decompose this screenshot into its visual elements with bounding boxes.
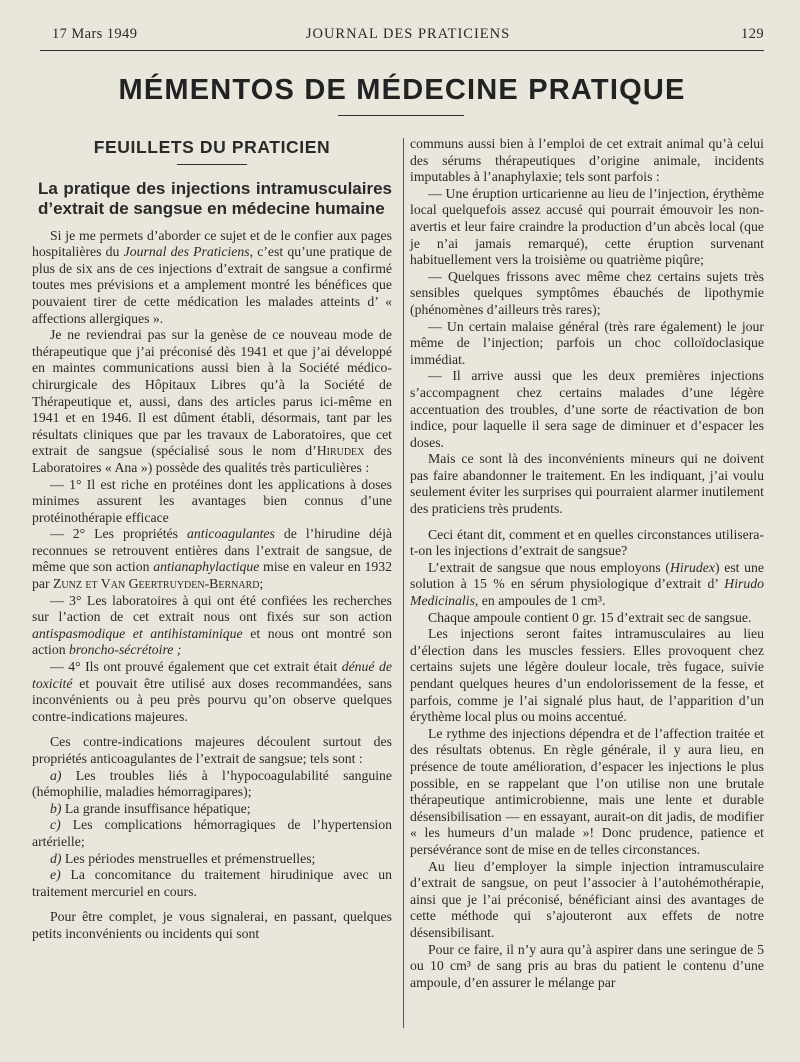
list-item: e) La concomitance du traitement hirudinique avec un traitement mercuriel en cours. [32,867,392,899]
paragraph: Je ne reviendrai pas sur la genèse de ce nouveau mode de thérapeutique que j’ai préconisé dès 1941 et que j’ai développé en maintes communications aussi bien à la Société médico-chirurgicale des Hôpitaux Libres qu’à la Société de Thérapeutique et, aussi, dans des articles parus ici-même en 1941 et en 1946. Il est dûment établi, désormais, tant par les résultats cliniques que par les travaux de Laboratoires, que cet extrait de sangsue (spécialisé sous le nom d’Hirudex des Laboratoires « Ana ») possède des qualités très particulières : [32,327,392,475]
list-item: a) Les troubles liés à l’hypocoagulabilité sanguine (hémophilie, maladies hémorragipares); [32,767,392,800]
title-rule [338,115,464,116]
left-column [32,134,392,943]
issue-date: 17 Mars 1949 [52,26,138,42]
running-header [52,26,764,48]
right-column [410,136,764,991]
list-item: c) Les complications hémorragiques de l’hypertension artérielle; [32,817,392,849]
paragraph: Chaque ampoule contient 0 gr. 15 d’extrait sec de sangsue. [428,609,752,625]
paragraph: Les injections seront faites intramusculaires au lieu d’élection dans les muscles fessiers. Elles provoquent chez certains sujets une légère douleur locale, très fugace, suivie pendant quelques heures d’un endolorissement de la fesse, et parfois, comme je l’ai signalé plus haut, de l’apparition d’un érythème local plus ou moins accentué. [410,626,764,725]
paragraph: — Une éruption urticarienne au lieu de l’injection, érythème local quelquefois assez accusé qui pourrait émouvoir les non-avertis et leur faire craindre la production d’un abcès local (que je n’ai jamais remarqué), cette éruption survenant habituellement vers la troisième ou quatrième piqûre; [410,185,764,268]
brand-name: Hirudex [316,443,365,459]
list-item: b) La grande insuffisance hépatique; [50,800,251,816]
paragraph: communs aussi bien à l’emploi de cet extrait animal qu’à celui des sérums thérapeutiques d’origine animale, incidents imputables à l’anaphylaxie; tels sont parfois : [410,136,764,185]
author-names: Zunz et Van Geertruyden-Bernard [53,576,260,592]
section-rule [177,164,247,165]
page-number: 129 [741,26,764,42]
paragraph: Ceci étant dit, comment et en quelles circonstances utilisera-t-on les injections d’extrait de sangsue? [410,526,764,559]
paragraph: Pour être complet, je vous signalerai, en passant, quelques petits inconvénients ou incidents qui sont [32,909,392,941]
paragraph: Pour ce faire, il n’y aura qu’à aspirer dans une seringue de 5 ou 10 cm³ de sang pris au bras du patient le contenu d’une ampoule, d’en assurer le mélange par [410,941,764,990]
column-divider [403,138,404,1028]
article-title: La pratique des injections intramusculaires d’extrait de sangsue en médecine humaine [38,178,392,218]
paragraph: — Quelques frissons avec même chez certains sujets très sensibles quelques symptômes ébauchés de lipothymie (phénomènes d’ailleurs très rares); [410,268,764,317]
journal-name: JOURNAL DES PRATICIENS [305,26,511,42]
paragraph: Ces contre-indications majeures découlent surtout des propriétés anticoagulantes de l’extrait de sangsue; tels sont : [32,734,392,766]
section-title: FEUILLETS DU PRATICIEN [93,137,331,157]
paragraph: Mais ce sont là des inconvénients mineurs qui ne doivent pas faire abandonner le traitement. En les indiquant, j’ai voulu seulement éviter les surprises qui pourraient alarmer inutilement des praticiens très prudents. [410,451,764,517]
paragraph: Si je me permets d’aborder ce sujet et de le confier aux pages hospitalières du Journal des Praticiens, c’est qu’une pratique de plus de six ans de ces injections d’extrait de sangsue a confirmé toutes mes prévisions et a amplement montré les bénéfices que pouvaient tirer de cette médication les malades atteints d’ « affections allergiques ». [32,227,392,326]
header-rule [40,50,764,51]
paragraph: L’extrait de sangsue que nous employons (Hirudex) est une solution à 15 % en sérum physiologique d’extrait d’ Hirudo Medicinalis, en ampoules de 1 cm³. [410,559,764,609]
paragraph: — Un certain malaise général (très rare également) le jour même de l’injection; parfois un choc colloïdoclasique immédiat. [410,318,764,367]
paragraph: Au lieu d’employer la simple injection intramusculaire d’extrait de sangsue, on peut l’associer à l’autohémothérapie, ainsi que je l’ai préconisé, bénéficiant ainsi des avantages de cette méthode qui s’ajouteront aux effets de notre désensibilisant. [410,858,764,940]
page-title: MÉMENTOS DE MÉDECINE PRATIQUE [118,74,686,106]
paragraph: — Il arrive aussi que les deux premières injections s’accompagnent chez certains malades d’une légère accentuation des troubles, d’une sorte de réactivation de bon indice, pour laquelle il sera sage de diminuer et d’espacer les doses. [410,368,764,450]
paragraph: Le rythme des injections dépendra et de l’affection traitée et des résultats obtenus. En règle générale, il y aura lieu, en présence de toute amélioration, d’espacer les injections le plus possible, en se rappelant que l’on utilise non une brutale thérapeutique antimicrobienne, mais une lente et durable désensibilisation — en essayant, aurait-on dit jadis, de modifier « les humeurs d’un malade »! Donc prudence, patience et persévérance sont de mise en de telles circonstances. [410,725,764,857]
paragraph: — 4° Ils ont prouvé également que cet extrait était dénué de toxicité et pouvait être utilisé aux doses recommandées, sans inconvénients ou à peu près pourvu qu’on observe quelques contre-indications majeures. [32,659,393,724]
list-item: d) Les périodes menstruelles et prémenstruelles; [50,850,316,866]
paragraph: — 1° Il est riche en protéines dont les applications à doses minimes assurent les avantages bien connus d’une protéinothérapie efficace [32,476,392,525]
paragraph: — 3° Les laboratoires à qui ont été confiées les recherches sur l’action de cet extrait nous ont fixés sur son action antispasmodique et antihistaminique et nous ont montré son action broncho-sécrétoire ; [32,592,392,658]
paragraph: — 2° Les propriétés anticoagulantes de l’hirudine déjà reconnues se retrouvent entières dans l’extrait de sangsue, de même que son action antianaphylactique mise en valeur en 1932 par Zunz et Van Geertruyden-Bernard; [32,526,392,592]
